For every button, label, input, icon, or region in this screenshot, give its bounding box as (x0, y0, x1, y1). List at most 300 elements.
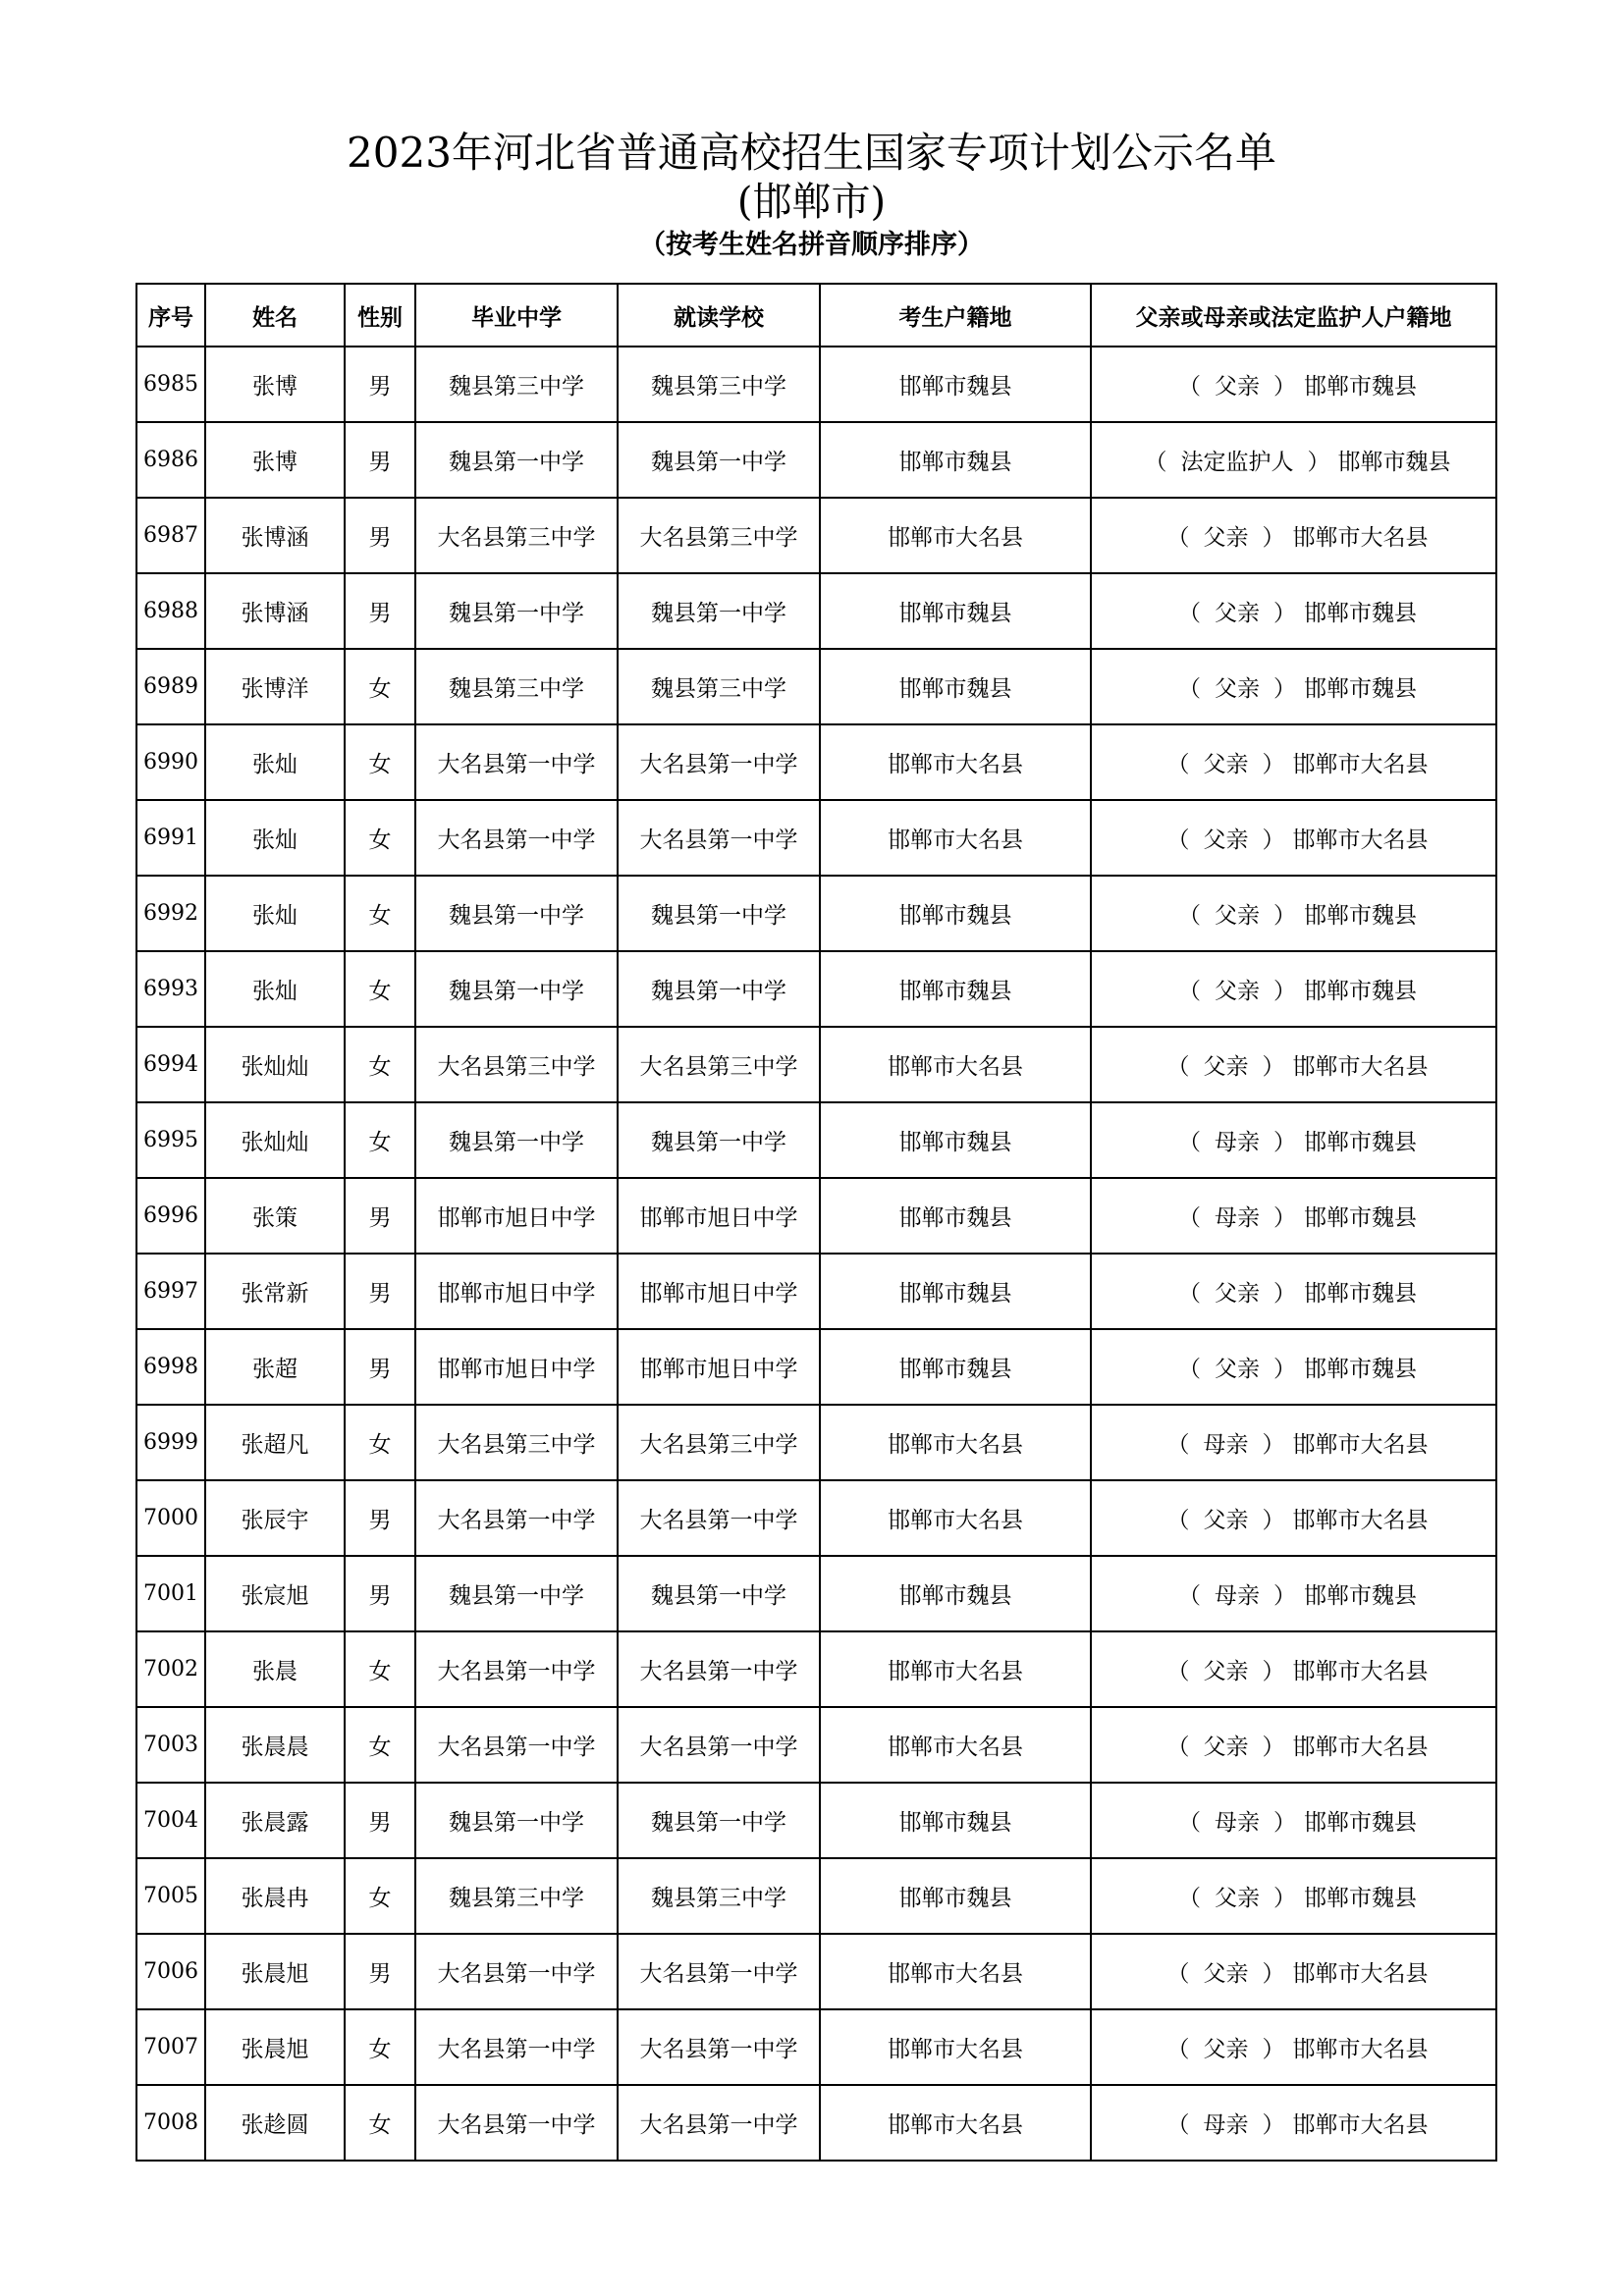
cell-grad-school: 大名县第一中学 (415, 2009, 618, 2085)
table-row (136, 1707, 1496, 1783)
cell-gender: 女 (345, 1631, 415, 1707)
cell-grad-school: 大名县第一中学 (415, 1480, 618, 1556)
guardian-relation: 父亲 (1215, 1357, 1260, 1382)
guardian-relation: 母亲 (1215, 1205, 1260, 1231)
table-row (136, 1783, 1496, 1858)
cell-guardian-hukou (1091, 1783, 1496, 1858)
guardian-relation: 父亲 (1215, 1886, 1260, 1911)
cell-grad-school: 魏县第一中学 (415, 876, 618, 951)
guardian-place: 邯郸市魏县 (1304, 1130, 1417, 1155)
cell-current-school: 魏县第一中学 (618, 1102, 820, 1178)
table-row (136, 724, 1496, 800)
cell-hukou: 邯郸市魏县 (820, 1783, 1091, 1858)
cell-guardian-hukou (1091, 649, 1496, 724)
guardian-open-paren: （ (1178, 676, 1201, 702)
guardian-close-paren: ） (1273, 1130, 1296, 1155)
guardian-place: 邯郸市魏县 (1304, 1205, 1417, 1231)
guardian-info (1170, 1275, 1417, 1308)
cell-current-school: 大名县第一中学 (618, 1934, 820, 2009)
cell-seq: 7001 (136, 1556, 205, 1631)
guardian-open-paren: （ (1166, 1054, 1190, 1080)
cell-grad-school: 魏县第一中学 (415, 573, 618, 649)
guardian-relation: 母亲 (1215, 1130, 1260, 1155)
cell-name: 张博 (205, 347, 345, 422)
cell-hukou: 邯郸市大名县 (820, 1707, 1091, 1783)
guardian-close-paren: ） (1262, 2037, 1285, 2062)
guardian-place: 邯郸市大名县 (1292, 1961, 1429, 1987)
guardian-info (1160, 1048, 1429, 1081)
guardian-close-paren: ） (1262, 1735, 1285, 1760)
table-row (136, 951, 1496, 1027)
cell-gender: 男 (345, 422, 415, 498)
table-row (136, 1631, 1496, 1707)
roster-table (135, 283, 1497, 2162)
cell-current-school: 大名县第三中学 (618, 498, 820, 573)
cell-seq: 6996 (136, 1178, 205, 1254)
guardian-open-paren: （ (1178, 979, 1201, 1004)
cell-grad-school: 大名县第一中学 (415, 1934, 618, 2009)
guardian-close-paren: ） (1273, 601, 1296, 626)
cell-name: 张灿 (205, 876, 345, 951)
cell-seq: 6995 (136, 1102, 205, 1178)
guardian-info (1170, 368, 1417, 400)
table-row (136, 347, 1496, 422)
document-title: 2023年河北省普通高校招生国家专项计划公示名单 (347, 129, 1276, 177)
cell-guardian-hukou (1091, 724, 1496, 800)
cell-current-school: 邯郸市旭日中学 (618, 1254, 820, 1329)
cell-seq: 6998 (136, 1329, 205, 1405)
guardian-close-paren: ） (1273, 1810, 1296, 1836)
guardian-info (1160, 1426, 1429, 1459)
guardian-open-paren: （ (1178, 1810, 1201, 1836)
cell-seq: 7003 (136, 1707, 205, 1783)
guardian-relation: 父亲 (1203, 525, 1249, 551)
header-row (136, 284, 1496, 347)
cell-guardian-hukou (1091, 951, 1496, 1027)
cell-guardian-hukou (1091, 1254, 1496, 1329)
cell-hukou: 邯郸市大名县 (820, 1934, 1091, 2009)
cell-name: 张晨露 (205, 1783, 345, 1858)
cell-name: 张晨冉 (205, 1858, 345, 1934)
guardian-close-paren: ） (1262, 1054, 1285, 1080)
guardian-relation: 父亲 (1215, 1281, 1260, 1307)
guardian-info (1170, 973, 1417, 1005)
guardian-place: 邯郸市大名县 (1292, 1432, 1429, 1458)
guardian-info (1160, 2107, 1429, 2139)
cell-name: 张宸旭 (205, 1556, 345, 1631)
guardian-info (1160, 2031, 1429, 2063)
cell-grad-school: 大名县第三中学 (415, 1405, 618, 1480)
guardian-open-paren: （ (1178, 1281, 1201, 1307)
cell-hukou: 邯郸市魏县 (820, 1858, 1091, 1934)
guardian-place: 邯郸市大名县 (1292, 752, 1429, 777)
cell-name: 张灿 (205, 724, 345, 800)
cell-guardian-hukou (1091, 1556, 1496, 1631)
cell-current-school: 大名县第一中学 (618, 1631, 820, 1707)
document-subtitle: (邯郸市) (736, 180, 887, 225)
cell-grad-school: 魏县第一中学 (415, 1783, 618, 1858)
cell-guardian-hukou (1091, 573, 1496, 649)
guardian-open-paren: （ (1178, 601, 1201, 626)
cell-gender: 男 (345, 1329, 415, 1405)
guardian-close-paren: ） (1262, 1432, 1285, 1458)
guardian-info (1160, 1653, 1429, 1685)
guardian-close-paren: ） (1273, 676, 1296, 702)
cell-seq: 7007 (136, 2009, 205, 2085)
cell-current-school: 大名县第一中学 (618, 1480, 820, 1556)
cell-gender: 女 (345, 1102, 415, 1178)
cell-hukou: 邯郸市魏县 (820, 573, 1091, 649)
cell-grad-school: 邯郸市旭日中学 (415, 1329, 618, 1405)
cell-seq: 6997 (136, 1254, 205, 1329)
document-sort-note: （按考生姓名拼音顺序排序） (639, 230, 984, 260)
cell-current-school: 大名县第一中学 (618, 724, 820, 800)
cell-name: 张博涵 (205, 573, 345, 649)
cell-gender: 男 (345, 347, 415, 422)
guardian-place: 邯郸市大名县 (1292, 2112, 1429, 2138)
guardian-close-paren: ） (1262, 828, 1285, 853)
header-name: 姓名 (205, 284, 345, 347)
guardian-place: 邯郸市魏县 (1304, 1281, 1417, 1307)
cell-current-school: 魏县第一中学 (618, 1783, 820, 1858)
cell-current-school: 大名县第一中学 (618, 1707, 820, 1783)
header-gender: 性别 (345, 284, 415, 347)
guardian-info (1170, 1880, 1417, 1912)
guardian-place: 邯郸市大名县 (1292, 1735, 1429, 1760)
cell-gender: 女 (345, 876, 415, 951)
guardian-relation: 母亲 (1203, 2112, 1249, 2138)
guardian-place: 邯郸市魏县 (1304, 676, 1417, 702)
guardian-place: 邯郸市大名县 (1292, 1054, 1429, 1080)
cell-seq: 7006 (136, 1934, 205, 2009)
table-row (136, 2009, 1496, 2085)
cell-hukou: 邯郸市魏县 (820, 422, 1091, 498)
guardian-place: 邯郸市魏县 (1304, 1810, 1417, 1836)
cell-grad-school: 大名县第一中学 (415, 1707, 618, 1783)
guardian-place: 邯郸市魏县 (1304, 1583, 1417, 1609)
cell-guardian-hukou (1091, 1934, 1496, 2009)
table-row (136, 498, 1496, 573)
cell-seq: 7005 (136, 1858, 205, 1934)
cell-name: 张辰宇 (205, 1480, 345, 1556)
cell-guardian-hukou (1091, 347, 1496, 422)
guardian-relation: 父亲 (1215, 903, 1260, 929)
cell-guardian-hukou (1091, 1480, 1496, 1556)
cell-grad-school: 大名县第一中学 (415, 800, 618, 876)
guardian-open-paren: （ (1166, 2037, 1190, 2062)
cell-gender: 女 (345, 2085, 415, 2161)
cell-guardian-hukou (1091, 800, 1496, 876)
guardian-info (1160, 1729, 1429, 1761)
cell-guardian-hukou (1091, 1329, 1496, 1405)
cell-guardian-hukou (1091, 1707, 1496, 1783)
cell-current-school: 魏县第一中学 (618, 1556, 820, 1631)
guardian-info (1170, 897, 1417, 930)
guardian-relation: 父亲 (1203, 752, 1249, 777)
table-row (136, 1934, 1496, 2009)
cell-hukou: 邯郸市大名县 (820, 1405, 1091, 1480)
table-row (136, 573, 1496, 649)
table-header (136, 284, 1496, 347)
cell-seq: 6988 (136, 573, 205, 649)
table-row (136, 1102, 1496, 1178)
cell-guardian-hukou (1091, 1027, 1496, 1102)
cell-gender: 女 (345, 1858, 415, 1934)
cell-hukou: 邯郸市大名县 (820, 724, 1091, 800)
cell-seq: 6990 (136, 724, 205, 800)
cell-current-school: 大名县第三中学 (618, 1027, 820, 1102)
guardian-place: 邯郸市大名县 (1292, 2037, 1429, 2062)
guardian-open-paren: （ (1178, 1205, 1201, 1231)
cell-seq: 6993 (136, 951, 205, 1027)
cell-gender: 男 (345, 1254, 415, 1329)
cell-current-school: 大名县第三中学 (618, 1405, 820, 1480)
cell-grad-school: 邯郸市旭日中学 (415, 1178, 618, 1254)
guardian-open-paren: （ (1178, 1886, 1201, 1911)
cell-seq: 6991 (136, 800, 205, 876)
table-row (136, 1556, 1496, 1631)
guardian-place: 邯郸市魏县 (1337, 450, 1451, 475)
guardian-close-paren: ） (1273, 979, 1296, 1004)
guardian-open-paren: （ (1166, 2112, 1190, 2138)
guardian-open-paren: （ (1166, 1432, 1190, 1458)
guardian-relation: 父亲 (1203, 1735, 1249, 1760)
table-row (136, 1027, 1496, 1102)
guardian-info (1137, 444, 1451, 476)
cell-gender: 女 (345, 2009, 415, 2085)
guardian-relation: 母亲 (1215, 1810, 1260, 1836)
guardian-place: 邯郸市魏县 (1304, 1357, 1417, 1382)
guardian-place: 邯郸市大名县 (1292, 1508, 1429, 1533)
guardian-close-paren: ） (1273, 374, 1296, 400)
cell-hukou: 邯郸市魏县 (820, 1254, 1091, 1329)
cell-gender: 女 (345, 1027, 415, 1102)
guardian-info (1170, 1124, 1417, 1156)
cell-hukou: 邯郸市大名县 (820, 1631, 1091, 1707)
guardian-info (1170, 1351, 1417, 1383)
cell-name: 张灿 (205, 800, 345, 876)
cell-hukou: 邯郸市大名县 (820, 1480, 1091, 1556)
guardian-relation: 父亲 (1203, 828, 1249, 853)
cell-name: 张灿 (205, 951, 345, 1027)
cell-name: 张灿灿 (205, 1027, 345, 1102)
cell-hukou: 邯郸市魏县 (820, 951, 1091, 1027)
cell-seq: 6987 (136, 498, 205, 573)
cell-current-school: 魏县第一中学 (618, 422, 820, 498)
cell-gender: 男 (345, 573, 415, 649)
guardian-info (1160, 1955, 1429, 1988)
table-row (136, 1178, 1496, 1254)
cell-name: 张晨 (205, 1631, 345, 1707)
cell-grad-school: 大名县第三中学 (415, 498, 618, 573)
table-row (136, 800, 1496, 876)
cell-gender: 女 (345, 951, 415, 1027)
cell-hukou: 邯郸市魏县 (820, 1556, 1091, 1631)
guardian-close-paren: ） (1307, 450, 1330, 475)
cell-gender: 男 (345, 1556, 415, 1631)
table-row (136, 1480, 1496, 1556)
cell-seq: 6994 (136, 1027, 205, 1102)
guardian-close-paren: ） (1262, 1508, 1285, 1533)
guardian-open-paren: （ (1166, 1961, 1190, 1987)
cell-seq: 6999 (136, 1405, 205, 1480)
guardian-place: 邯郸市魏县 (1304, 374, 1417, 400)
guardian-relation: 母亲 (1215, 1583, 1260, 1609)
cell-hukou: 邯郸市大名县 (820, 2085, 1091, 2161)
cell-gender: 女 (345, 724, 415, 800)
cell-seq: 6992 (136, 876, 205, 951)
cell-guardian-hukou (1091, 876, 1496, 951)
cell-grad-school: 魏县第一中学 (415, 951, 618, 1027)
cell-seq: 7002 (136, 1631, 205, 1707)
cell-guardian-hukou (1091, 498, 1496, 573)
guardian-info (1170, 1804, 1417, 1837)
cell-hukou: 邯郸市大名县 (820, 1027, 1091, 1102)
guardian-relation: 父亲 (1203, 2037, 1249, 2062)
cell-name: 张晨旭 (205, 2009, 345, 2085)
table-body (136, 347, 1496, 2161)
cell-grad-school: 大名县第一中学 (415, 724, 618, 800)
guardian-place: 邯郸市魏县 (1304, 903, 1417, 929)
cell-name: 张超凡 (205, 1405, 345, 1480)
cell-name: 张超 (205, 1329, 345, 1405)
cell-name: 张博洋 (205, 649, 345, 724)
cell-grad-school: 魏县第三中学 (415, 1858, 618, 1934)
guardian-open-paren: （ (1166, 752, 1190, 777)
guardian-relation: 父亲 (1203, 1508, 1249, 1533)
cell-guardian-hukou (1091, 1631, 1496, 1707)
cell-seq: 6985 (136, 347, 205, 422)
cell-seq: 7000 (136, 1480, 205, 1556)
cell-name: 张博涵 (205, 498, 345, 573)
guardian-info (1160, 746, 1429, 778)
table-row (136, 1858, 1496, 1934)
guardian-open-paren: （ (1166, 1659, 1190, 1684)
guardian-info (1170, 595, 1417, 627)
cell-current-school: 大名县第一中学 (618, 800, 820, 876)
guardian-relation: 法定监护人 (1180, 450, 1294, 475)
cell-grad-school: 邯郸市旭日中学 (415, 1254, 618, 1329)
guardian-close-paren: ） (1262, 752, 1285, 777)
guardian-close-paren: ） (1262, 1961, 1285, 1987)
guardian-relation: 父亲 (1215, 979, 1260, 1004)
cell-guardian-hukou (1091, 1405, 1496, 1480)
guardian-info (1170, 1577, 1417, 1610)
guardian-relation: 父亲 (1203, 1054, 1249, 1080)
guardian-place: 邯郸市魏县 (1304, 979, 1417, 1004)
guardian-open-paren: （ (1178, 1583, 1201, 1609)
guardian-relation: 父亲 (1215, 374, 1260, 400)
cell-grad-school: 大名县第三中学 (415, 1027, 618, 1102)
guardian-info (1160, 822, 1429, 854)
guardian-open-paren: （ (1178, 374, 1201, 400)
guardian-relation: 父亲 (1215, 676, 1260, 702)
cell-current-school: 魏县第三中学 (618, 649, 820, 724)
guardian-relation: 父亲 (1203, 1659, 1249, 1684)
guardian-open-paren: （ (1178, 1130, 1201, 1155)
guardian-open-paren: （ (1178, 1357, 1201, 1382)
cell-hukou: 邯郸市魏县 (820, 1329, 1091, 1405)
header-seq: 序号 (136, 284, 205, 347)
guardian-relation: 母亲 (1203, 1432, 1249, 1458)
cell-current-school: 魏县第三中学 (618, 347, 820, 422)
guardian-close-paren: ） (1273, 1357, 1296, 1382)
cell-grad-school: 魏县第一中学 (415, 1102, 618, 1178)
cell-grad-school: 魏县第三中学 (415, 649, 618, 724)
cell-gender: 男 (345, 1783, 415, 1858)
header-guardian-hukou: 父亲或母亲或法定监护人户籍地 (1091, 284, 1496, 347)
guardian-place: 邯郸市魏县 (1304, 1886, 1417, 1911)
cell-name: 张晨旭 (205, 1934, 345, 2009)
cell-current-school: 邯郸市旭日中学 (618, 1329, 820, 1405)
cell-name: 张灿灿 (205, 1102, 345, 1178)
cell-current-school: 魏县第一中学 (618, 951, 820, 1027)
cell-current-school: 大名县第一中学 (618, 2009, 820, 2085)
cell-hukou: 邯郸市大名县 (820, 498, 1091, 573)
guardian-open-paren: （ (1178, 903, 1201, 929)
guardian-close-paren: ） (1262, 2112, 1285, 2138)
guardian-relation: 父亲 (1215, 601, 1260, 626)
cell-gender: 女 (345, 1405, 415, 1480)
table-row (136, 1405, 1496, 1480)
table-row (136, 1329, 1496, 1405)
cell-gender: 男 (345, 1480, 415, 1556)
guardian-info (1160, 519, 1429, 552)
cell-current-school: 魏县第一中学 (618, 876, 820, 951)
cell-gender: 女 (345, 800, 415, 876)
cell-hukou: 邯郸市魏县 (820, 1178, 1091, 1254)
cell-gender: 男 (345, 1934, 415, 2009)
table-row (136, 1254, 1496, 1329)
guardian-close-paren: ） (1262, 525, 1285, 551)
cell-gender: 女 (345, 1707, 415, 1783)
guardian-open-paren: （ (1166, 525, 1190, 551)
cell-seq: 6986 (136, 422, 205, 498)
cell-current-school: 大名县第一中学 (618, 2085, 820, 2161)
cell-seq: 6989 (136, 649, 205, 724)
cell-grad-school: 魏县第三中学 (415, 347, 618, 422)
table-row (136, 422, 1496, 498)
cell-hukou: 邯郸市魏县 (820, 1102, 1091, 1178)
cell-name: 张晨晨 (205, 1707, 345, 1783)
guardian-open-paren: （ (1166, 1735, 1190, 1760)
guardian-place: 邯郸市大名县 (1292, 525, 1429, 551)
cell-guardian-hukou (1091, 422, 1496, 498)
cell-gender: 女 (345, 649, 415, 724)
guardian-close-paren: ） (1273, 903, 1296, 929)
cell-current-school: 魏县第一中学 (618, 573, 820, 649)
guardian-close-paren: ） (1273, 1583, 1296, 1609)
guardian-info (1160, 1502, 1429, 1534)
cell-name: 张博 (205, 422, 345, 498)
cell-guardian-hukou (1091, 2085, 1496, 2161)
guardian-place: 邯郸市魏县 (1304, 601, 1417, 626)
guardian-close-paren: ） (1262, 1659, 1285, 1684)
cell-guardian-hukou (1091, 2009, 1496, 2085)
cell-seq: 7008 (136, 2085, 205, 2161)
cell-guardian-hukou (1091, 1102, 1496, 1178)
cell-grad-school: 大名县第一中学 (415, 1631, 618, 1707)
cell-hukou: 邯郸市大名县 (820, 800, 1091, 876)
guardian-place: 邯郸市大名县 (1292, 828, 1429, 853)
cell-hukou: 邯郸市魏县 (820, 649, 1091, 724)
cell-gender: 男 (345, 1178, 415, 1254)
cell-current-school: 魏县第三中学 (618, 1858, 820, 1934)
cell-name: 张常新 (205, 1254, 345, 1329)
guardian-open-paren: （ (1144, 450, 1167, 475)
cell-current-school: 邯郸市旭日中学 (618, 1178, 820, 1254)
cell-seq: 7004 (136, 1783, 205, 1858)
